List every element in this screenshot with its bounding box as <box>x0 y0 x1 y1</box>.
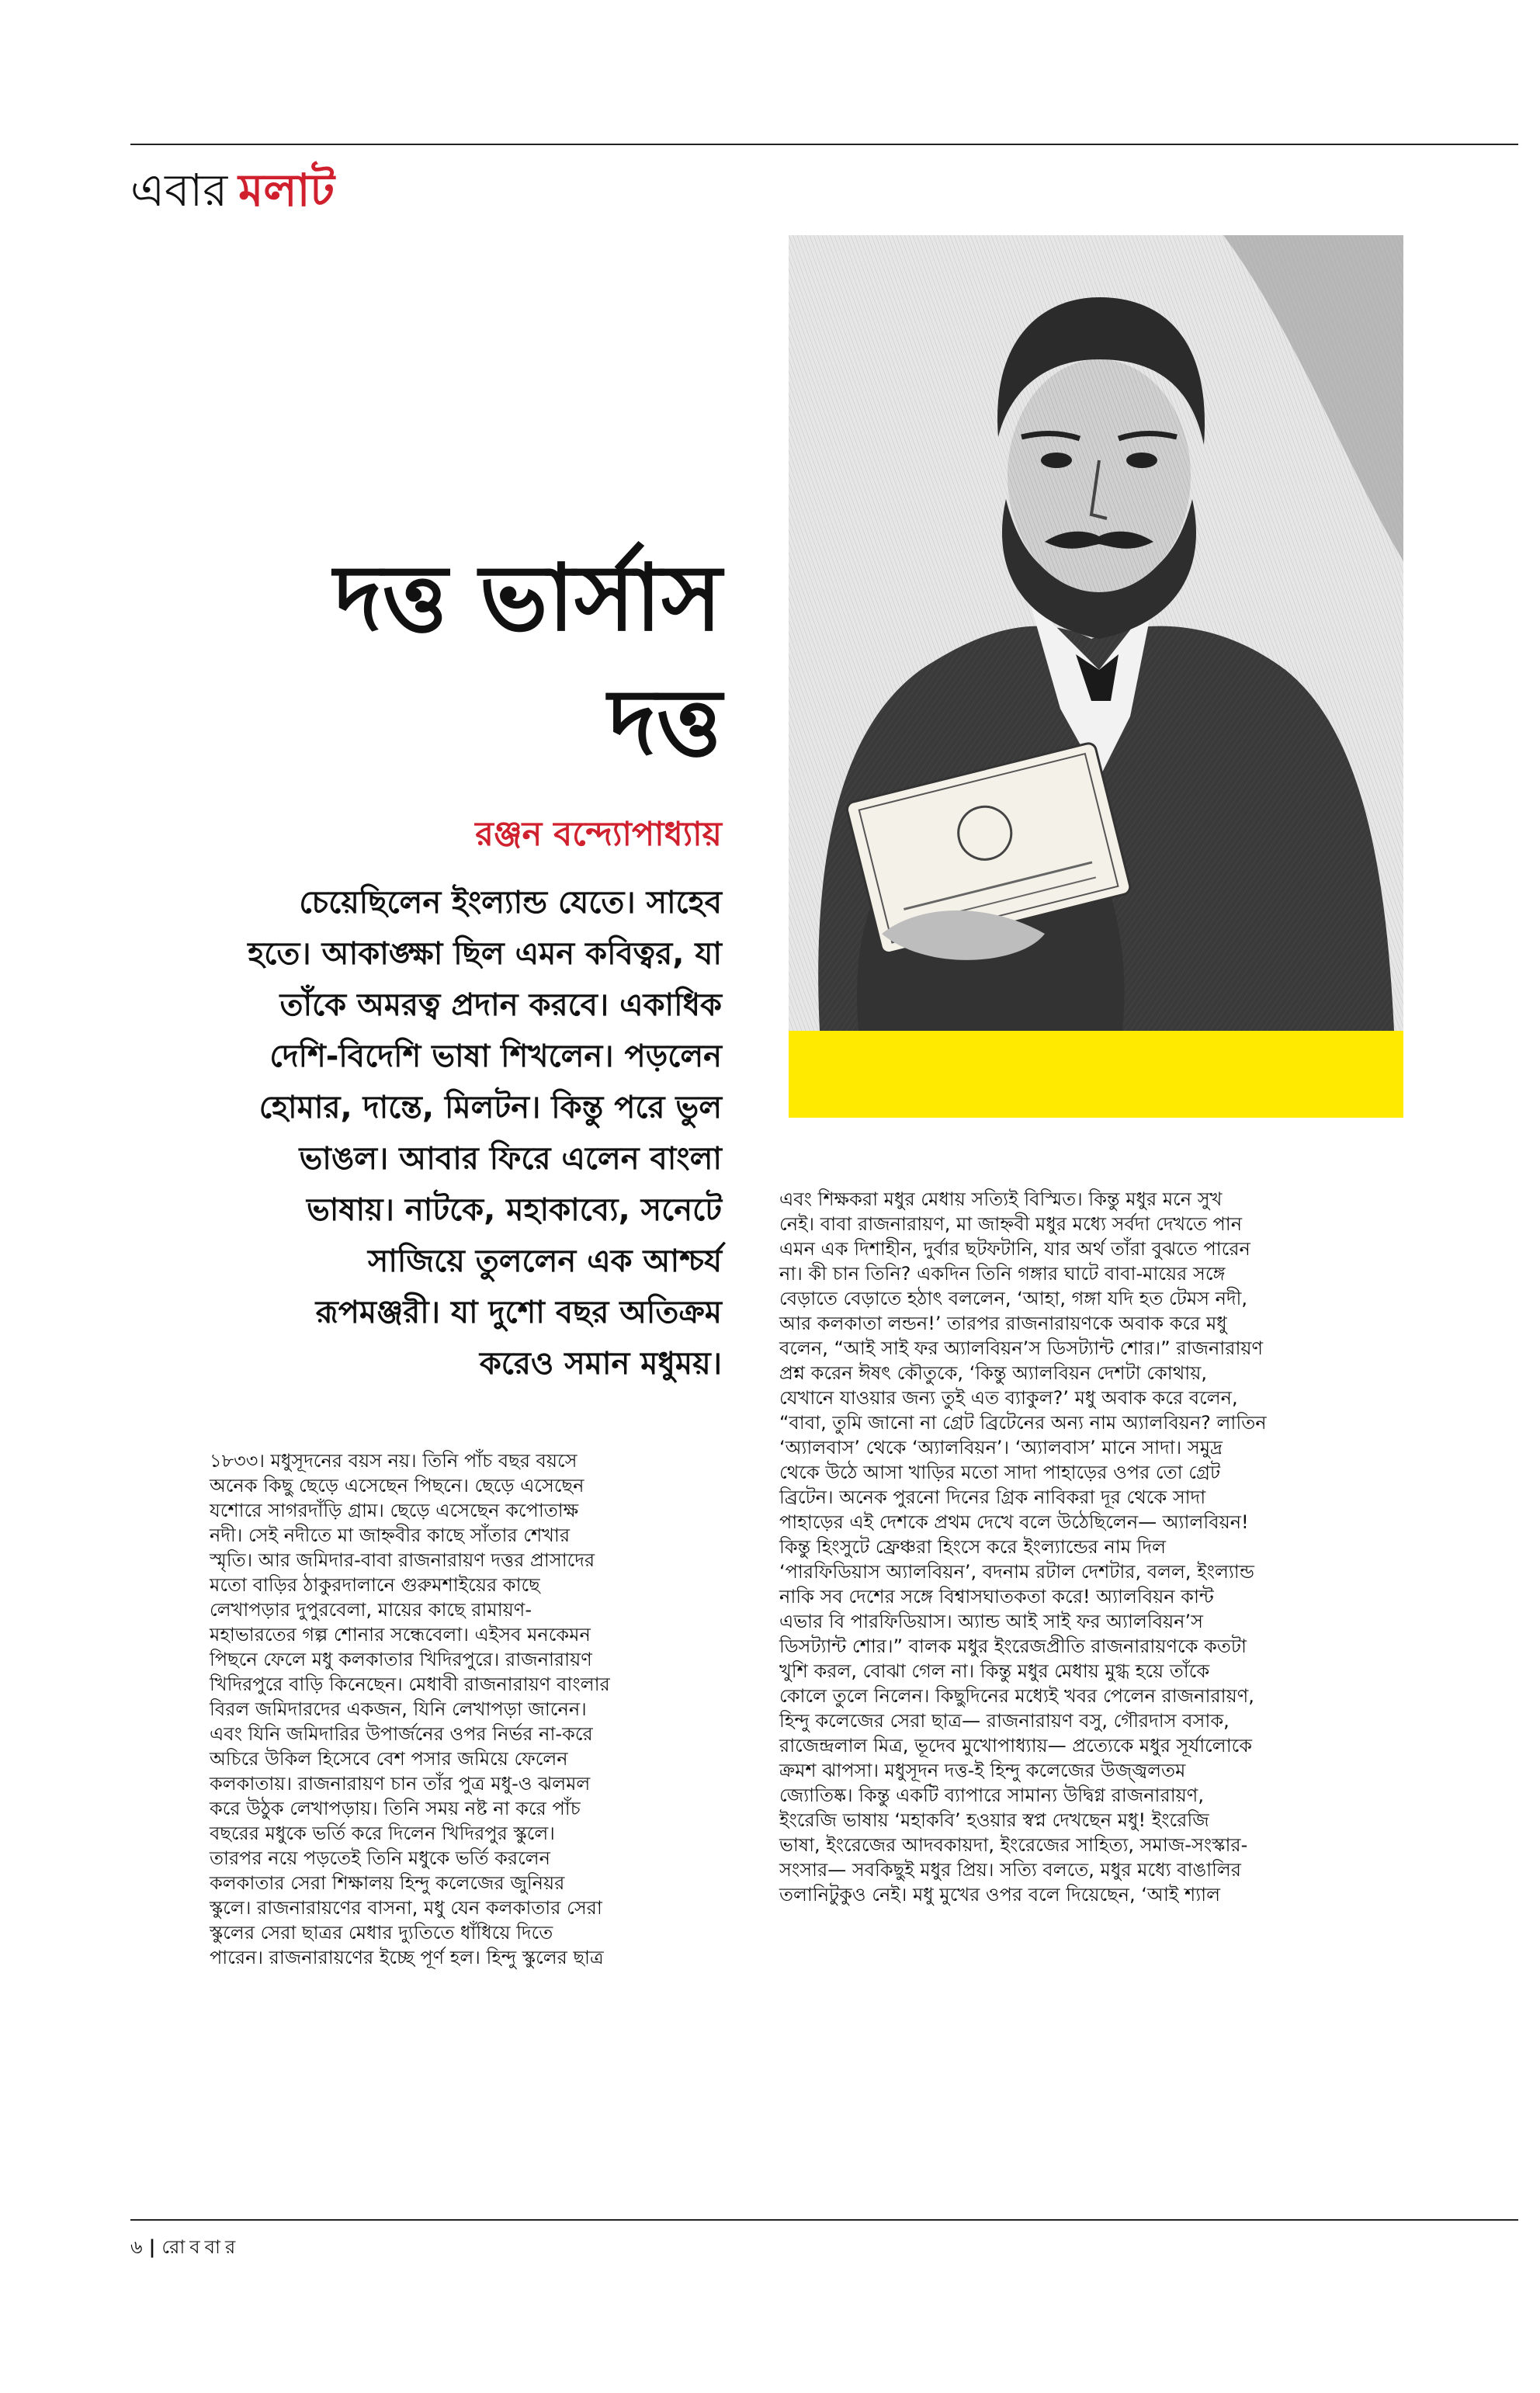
deck-line: ভাঙল। আবার ফিরে এলেন বাংলা <box>299 1141 722 1177</box>
body-line: ক্রমশ ঝাপসা। মধুসূদন দত্ত-ই হিন্দু কলেজের উজ্জ্বলতম <box>779 1760 1186 1781</box>
body-line: অচিরে উকিল হিসেবে বেশ পসার জমিয়ে ফেলেন <box>210 1748 568 1770</box>
deck-line: হোমার, দান্তে, মিলটন। কিন্তু পরে ভুল <box>258 1090 722 1125</box>
section-label-word-2: মলাট <box>238 164 335 217</box>
body-line: স্কুলে। রাজনারায়ণের বাসনা, মধু যেন কলকাতার সেরা <box>210 1897 602 1919</box>
body-line: কিন্তু হিংসুটে ফ্রেঞ্চরা হিংসে করে ইংল্যান্ডের নাম দিল <box>779 1536 1167 1558</box>
body-line: তারপর নয়ে পড়তেই তিনি মধুকে ভর্তি করলেন <box>210 1847 550 1869</box>
page-footer <box>130 2234 240 2260</box>
body-line: এভার বি পারফিডিয়াস। অ্যান্ড আই সাই ফর অ্যালবিয়ন’স <box>779 1611 1203 1632</box>
author-byline: রঞ্জন বন্দ্যোপাধ্যায় <box>475 815 722 854</box>
body-line: স্কুলের সেরা ছাত্রর মেধার দ্যুতিতে ধাঁধিয়ে দিতে <box>210 1922 553 1944</box>
body-line: ব্রিটেন। অনেক পুরনো দিনের গ্রিক নাবিকরা দূর থেকে সাদা <box>779 1486 1206 1508</box>
body-line: ‘পারফিডিয়াস অ্যালবিয়ন’, বদনাম রটাল দেশটার, বলল, ইংল্যান্ড <box>779 1561 1254 1583</box>
body-column-left <box>210 1448 737 1970</box>
body-line: পাহাড়ের এই দেশকে প্রথম দেখে বলে উঠেছিলেন— অ্যালবিয়ন! <box>779 1511 1249 1533</box>
deck-line: করেও সমান মধুময়। <box>479 1346 722 1382</box>
body-line: ইংরেজি ভাষায় ‘মহাকবি’ হওয়ার স্বপ্ন দেখছেন মধু! ইংরেজি <box>779 1809 1209 1831</box>
article-title-line: দত্ত <box>608 668 722 775</box>
section-label <box>130 159 335 221</box>
article-title <box>194 536 722 784</box>
body-line: পারেন। রাজনারায়ণের ইচ্ছে পূর্ণ হল। হিন্দু স্কুলের ছাত্র <box>210 1947 604 1968</box>
body-line: খিদিরপুরে বাড়ি কিনেছেন। মেধাবী রাজনারায়ণ বাংলার <box>210 1673 610 1695</box>
body-line: ডিসট্যান্ট শোর।” বালক মধুর ইংরেজপ্রীতি রাজনারায়ণকে কতটা <box>779 1635 1247 1657</box>
body-line: থেকে উঠে আসা খাড়ির মতো সাদা পাহাড়ের ওপর তো গ্রেট <box>779 1462 1221 1483</box>
article-deck <box>171 877 722 1389</box>
footer-separator: | <box>148 2236 156 2258</box>
body-line: ১৮৩৩। মধুসূদনের বয়স নয়। তিনি পাঁচ বছর বয়সে <box>210 1450 578 1472</box>
deck-line: সাজিয়ে তুললেন এক আশ্চর্য <box>367 1243 722 1279</box>
page-number: ৬ <box>130 2236 143 2258</box>
body-line: অনেক কিছু ছেড়ে এসেছেন পিছনে। ছেড়ে এসেছেন <box>210 1475 584 1496</box>
body-line: বিরল জমিদারদের একজন, যিনি লেখাপড়া জানেন। <box>210 1698 587 1720</box>
body-line: হিন্দু কলেজের সেরা ছাত্র— রাজনারায়ণ বসু, গৌরদাস বসাক, <box>779 1710 1230 1732</box>
body-line: কলকাতায়। রাজনারায়ণ চান তাঁর পুত্র মধু-ও ঝলমল <box>210 1773 591 1795</box>
body-line: না। কী চান তিনি? একদিন তিনি গঙ্গার ঘাটে বাবা-মায়ের সঙ্গে <box>779 1263 1226 1285</box>
body-line: এবং শিক্ষকরা মধুর মেধায় সত্যিই বিস্মিত। কিন্তু মধুর মনে সুখ <box>779 1188 1223 1210</box>
body-line: সংসার— সবকিছুই মধুর প্রিয়। সত্যি বলতে, মধুর মধ্যে বাঙালির <box>779 1859 1242 1881</box>
body-line: করে উঠুক লেখাপড়ায়। তিনি সময় নষ্ট না করে পাঁচ <box>210 1798 581 1819</box>
deck-line: হতে। আকাঙ্ক্ষা ছিল এমন কবিত্বর, যা <box>248 936 722 972</box>
body-line: নেই। বাবা রাজনারায়ণ, মা জাহ্নবী মধুর মধ্যে সর্বদা দেখতে পান <box>779 1213 1243 1235</box>
body-line: প্রশ্ন করেন ঈষৎ কৌতুকে, ‘কিন্তু অ্যালবিয়ন দেশটা কোথায়, <box>779 1362 1208 1384</box>
bottom-rule <box>130 2219 1518 2221</box>
portrait-illustration <box>789 235 1403 1031</box>
body-line: এবং যিনি জমিদারির উপার্জনের ওপর নির্ভর না-করে <box>210 1723 593 1745</box>
deck-line: দেশি-বিদেশি ভাষা শিখলেন। পড়লেন <box>269 1039 722 1074</box>
body-line: এমন এক দিশাহীন, দুর্বার ছটফটানি, যার অর্থ তাঁরা বুঝতে পারেন <box>779 1238 1250 1260</box>
article-title-line: দত্ত ভার্সাস <box>334 543 722 651</box>
body-line: কলকাতার সেরা শিক্ষালয় হিন্দু কলেজের জুনিয়র <box>210 1872 565 1894</box>
body-line: জ্যোতিষ্ক। কিন্তু একটি ব্যাপারে সামান্য উদ্বিগ্ন রাজনারায়ণ, <box>779 1784 1204 1806</box>
body-line: বছরের মধুকে ভর্তি করে দিলেন খিদিরপুর স্কুলে। <box>210 1822 555 1844</box>
body-line: লেখাপড়ার দুপুরবেলা, মায়ের কাছে রামায়ণ- <box>210 1599 532 1621</box>
deck-line: রূপমঞ্জরী। যা দুশো বছর অতিক্রম <box>315 1295 722 1330</box>
body-line: বেড়াতে বেড়াতে হঠাৎ বললেন, ‘আহা, গঙ্গা যদি হত টেমস নদী, <box>779 1288 1248 1309</box>
deck-line: ভাষায়। নাটকে, মহাকাব্যে, সনেটে <box>306 1192 722 1228</box>
body-line: ‘অ্যালবাস’ থেকে ‘অ্যালবিয়ন’। ‘অ্যালবাস’ মানে সাদা। সমুদ্র <box>779 1437 1223 1458</box>
body-line: আর কলকাতা লন্ডন!’ তারপর রাজনারায়ণকে অবাক করে মধু <box>779 1313 1227 1334</box>
section-label-word-1: এবার <box>130 164 228 217</box>
top-rule <box>130 144 1518 145</box>
body-line: স্মৃতি। আর জমিদার-বাবা রাজনারায়ণ দত্তর প্রাসাদের <box>210 1549 595 1571</box>
body-line: কোলে তুলে নিলেন। কিছুদিনের মধ্যেই খবর পেলেন রাজনারায়ণ, <box>779 1685 1254 1707</box>
body-line: নদী। সেই নদীতে মা জাহ্নবীর কাছে সাঁতার শেখার <box>210 1524 571 1546</box>
magazine-name: রোববার <box>161 2236 241 2258</box>
body-line: “বাবা, তুমি জানো না গ্রেট ব্রিটেনের অন্য নাম অ্যালবিয়ন? লাতিন <box>779 1412 1267 1434</box>
body-line: তলানিটুকুও নেই। মধু মুখের ওপর বলে দিয়েছেন, ‘আই শ্যাল <box>779 1884 1220 1906</box>
body-line: বলেন, “আই সাই ফর অ্যালবিয়ন’স ডিসট্যান্ট শোর।” রাজনারায়ণ <box>779 1337 1264 1359</box>
yellow-caption-box <box>789 1031 1403 1118</box>
deck-line: চেয়েছিলেন ইংল্যান্ড যেতে। সাহেব <box>299 885 722 921</box>
body-line: যশোরে সাগরদাঁড়ি গ্রাম। ছেড়ে এসেছেন কপোতাক্ষ <box>210 1500 579 1521</box>
deck-line: তাঁকে অমরত্ব প্রদান করবে। একাধিক <box>279 987 722 1023</box>
body-line: ভাষা, ইংরেজের আদবকায়দা, ইংরেজের সাহিত্য, সমাজ-সংস্কার- <box>779 1834 1248 1856</box>
body-column-right <box>779 1187 1455 1907</box>
body-line: মহাভারতের গল্প শোনার সন্ধেবেলা। এইসব মনকেমন <box>210 1624 591 1646</box>
body-line: যেখানে যাওয়ার জন্য তুই এত ব্যাকুল?’ মধু অবাক করে বলেন, <box>779 1387 1238 1409</box>
body-line: মতো বাড়ির ঠাকুরদালানে গুরুমশাইয়ের কাছে <box>210 1574 540 1596</box>
body-line: পিছনে ফেলে মধু কলকাতার খিদিরপুরে। রাজনারায়ণ <box>210 1649 592 1670</box>
body-line: নাকি সব দেশের সঙ্গে বিশ্বাসঘাতকতা করে! অ্যালবিয়ন কান্ট <box>779 1586 1214 1607</box>
portrait-drawing <box>789 235 1403 1031</box>
body-line: খুশি করল, বোঝা গেল না। কিন্তু মধুর মেধায় মুগ্ধ হয়ে তাঁকে <box>779 1660 1210 1682</box>
body-line: রাজেন্দ্রলাল মিত্র, ভূদেব মুখোপাধ্যায়— প্রত্যেকে মধুর সূর্যালোকে <box>779 1735 1253 1757</box>
